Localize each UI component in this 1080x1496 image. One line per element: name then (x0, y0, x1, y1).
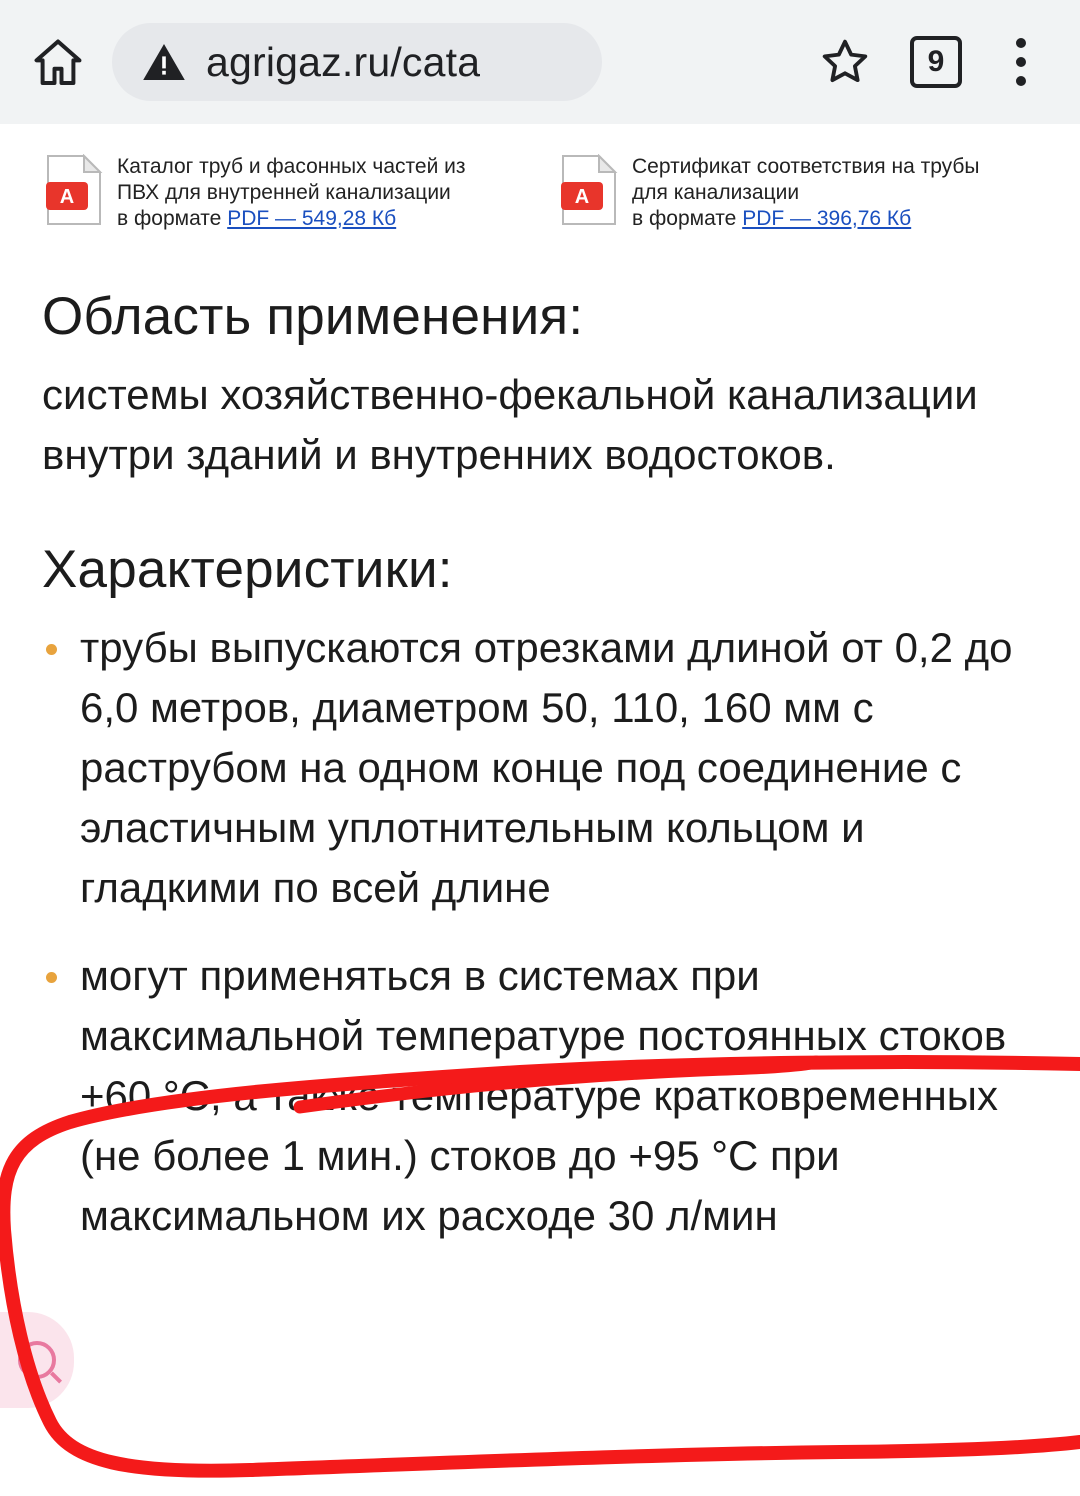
download-link[interactable]: PDF — 396,76 Кб (742, 207, 912, 230)
menu-dot-3 (1016, 76, 1026, 86)
download-format-prefix: в формате (117, 207, 228, 230)
download-format-line (117, 206, 466, 232)
download-format-prefix: в формате (632, 207, 743, 230)
download-title-line-2: для канализации (632, 181, 800, 204)
paragraph-application: системы хозяйственно-фекальной канализации внутри зданий и внутренних водостоков. (42, 371, 978, 478)
url-text: agrigaz.ru/cata (206, 38, 481, 85)
magnifier-widget[interactable] (0, 1312, 74, 1408)
list-item: могут применяться в системах при максимальной температуре постоянных стоков +60 °C, а также температуре кратковременных (не более 1 мин.) стоков до +95 °C при максимальном их расходе 30 л/мин (42, 946, 1038, 1246)
download-item-text (632, 154, 980, 232)
download-item-catalog[interactable] (45, 154, 520, 232)
article-body (0, 286, 1080, 1246)
pdf-file-icon (45, 154, 103, 226)
download-title-line-1: Каталог труб и фасонных частей из (117, 155, 466, 178)
download-format-line (632, 206, 980, 232)
not-secure-warning-icon[interactable] (140, 38, 188, 86)
browser-toolbar (0, 0, 1080, 124)
menu-dot-2 (1016, 57, 1026, 67)
menu-dot-1 (1016, 38, 1026, 48)
pdf-file-icon (560, 154, 618, 226)
svg-text:A: A (574, 186, 590, 208)
download-link[interactable]: PDF — 549,28 Кб (227, 207, 397, 230)
heading-application: Область применения: (42, 287, 584, 346)
tab-count-badge: 9 (910, 36, 962, 88)
browser-menu-button[interactable] (984, 23, 1058, 101)
characteristics-list (42, 618, 1038, 1246)
page-content (0, 124, 1080, 1246)
bookmark-button[interactable] (802, 23, 888, 101)
toolbar-actions (802, 23, 1058, 101)
star-icon (816, 33, 874, 91)
magnifier-icon (18, 1341, 56, 1379)
downloads-row (0, 124, 1080, 232)
download-item-certificate[interactable] (560, 154, 1035, 232)
heading-characteristics: Характеристики: (42, 540, 453, 599)
tab-switcher-button[interactable] (888, 23, 984, 101)
download-item-text (117, 154, 466, 232)
list-item: трубы выпускаются отрезками длиной от 0,2 до 6,0 метров, диаметром 50, 110, 160 мм с раструбом на одном конце под соединение с эластичным уплотнительным кольцом и гладкими по всей длине (42, 618, 1038, 918)
svg-text:A: A (59, 186, 75, 208)
download-title-line-2: ПВХ для внутренней канализации (117, 181, 451, 204)
download-title-line-1: Сертификат соответствия на трубы (632, 155, 980, 178)
home-button[interactable] (22, 26, 94, 98)
home-icon (30, 34, 86, 90)
address-bar[interactable] (112, 23, 602, 101)
